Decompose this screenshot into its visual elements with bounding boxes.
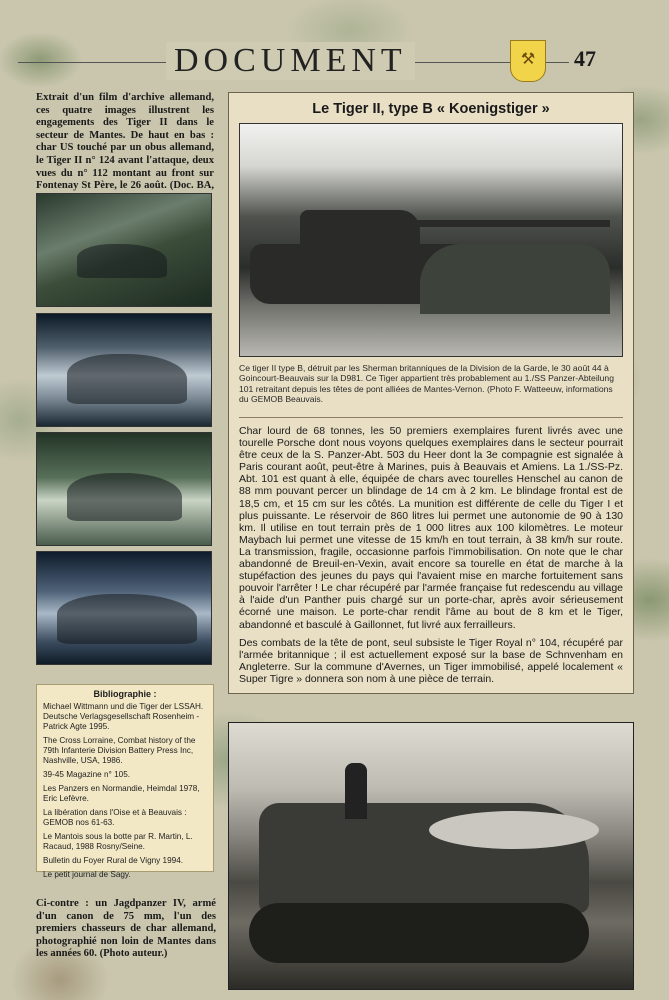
bibliography-title: Bibliographie :	[93, 689, 157, 699]
film-still-3	[36, 432, 212, 546]
caption-jagdpanzer: Ci-contre : un Jagdpanzer IV, armé d'un canon de 75 mm, l'un des premiers chasseurs de char allemand, photographié non loin de Mantes dans les années 60. (Photo auteur.)	[36, 898, 216, 960]
emblem-icon: ⚒	[510, 40, 546, 82]
bibliography-entry: The Cross Lorraine, Combat history of the 79th Infanterie Division Battery Press Inc, Nashville, USA, 1986.	[43, 736, 196, 765]
caption-film-stills: Extrait d'un film d'archive allemand, ces quatre images illustrent les engagements des Tiger II dans le secteur de Mantes. De haut en bas : char US touché par un obus allemand, le Tiger II n° 124 avant l'attaque, deux vues du n° 112 montant au front sur Fontenay St Père, le 26 août. (Doc. BA,	[36, 92, 214, 192]
tiger-ii-photo-caption: Ce tiger II type B, détruit par les Sherman britanniques de la Division de la Garde, le 30 août 44 à Goincourt-Beauvais sur la D981. Ce Tiger appartient très probablement au 1./SS Panzer-Abteilung 101 retraitant depuis les têtes de pont alliées de Mantes-Vernon. (Photo F. Watteeuw, informations du GEMOB Beauvais.	[239, 363, 614, 405]
tiger-ii-photo	[239, 123, 623, 357]
bibliography-box	[36, 684, 214, 879]
article-paragraph: Des combats de la tête de pont, seul subsiste le Tiger Royal n° 104, récupéré par l'armée britannique ; il est actuellement exposé sur la base de Schnvenham en Angleterre. Sur la commune d'Avernes, un Tiger immobilisé, appelé localement « Super Tigre » donnera son nom à une pièce de terrain.	[239, 636, 623, 685]
divider	[239, 417, 623, 418]
page-number: 47	[574, 46, 596, 71]
jagdpanzer-photo	[228, 722, 634, 990]
article-body	[239, 425, 623, 691]
bibliography-entry: 39-45 Magazine n° 105.	[43, 770, 131, 779]
bibliography-entry: Bulletin du Foyer Rural de Vigny 1994.	[43, 856, 184, 865]
bibliography-entry: Les Panzers en Normandie, Heimdal 1978, Eric Lefèvre.	[43, 784, 200, 803]
film-still-2	[36, 313, 212, 427]
tiger-ii-article-box	[228, 92, 634, 694]
page-title: DOCUMENT	[166, 42, 415, 80]
film-still-4	[36, 551, 212, 665]
bibliography-entry: La libération dans l'Oise et à Beauvais : GEMOB nos 61-63.	[43, 808, 187, 827]
page-header	[0, 36, 669, 84]
bibliography-entry: Le petit journal de Sagy.	[43, 870, 131, 879]
bibliography-entry: Michael Wittmann und die Tiger der LSSAH. Deutsche Verlagsgesellschaft Rosenheim - Patrick Agte 1995.	[43, 702, 204, 731]
article-paragraph: Char lourd de 68 tonnes, les 50 premiers exemplaires furent livrés avec une tourelle Porsche dont nous voyons quelques exemplaires dans le secteur pourrait être ceux de la S. Panzer-Abt. 503 du Heer dont la 3e compagnie est signalée à Paris courant août, peut-être à Marines, puis à Beauvais et Amiens. La 1./SS-Pz. Abt. 101 est quant à elle, équipée de chars avec tourelles Henschel au canon de 88 mm pouvant percer un blindage de 14 cm à 2 km. Le blindage frontal est de 18,5 cm, et 15 cm sur les côtés. La munition est différente de celle du Tiger I et plus puissante. Le réservoir de 860 litres lui permet une autonomie de 90 à 130 km. Il utilise en tout terrain près de 1 000 litres aux 100 kilomètres. Le moteur Maybach lui permet une vitesse de 15 km/h en tout terrain, à 38 km/h sur route. La transmission, fragile, occasionne parfois l'immobilisation. On note que le char abandonné de Breuil-en-Vexin, avait encore sa tourelle en état de marche à la stupéfaction des jeunes du pays qui l'avaient mise en marche fortuitement sans pouvoir l'arrêter ! Le char récupéré par l'armée française fut redescendu au village à l'aide d'un Panther puis chargé sur un porte-char, après avoir sérieusement écorné une maison. Le porte-char rendit l'âme au bout de 8 km et le Tiger, abandonné et basculé à Gaillonnet, fut livré aux ferrailleurs.	[239, 425, 623, 631]
article-title: Le Tiger II, type B « Koenigstiger »	[312, 101, 550, 117]
bibliography-entry: Le Mantois sous la botte par R. Martin, L. Racaud, 1988 Rosny/Seine.	[43, 832, 193, 851]
film-still-1	[36, 193, 212, 307]
